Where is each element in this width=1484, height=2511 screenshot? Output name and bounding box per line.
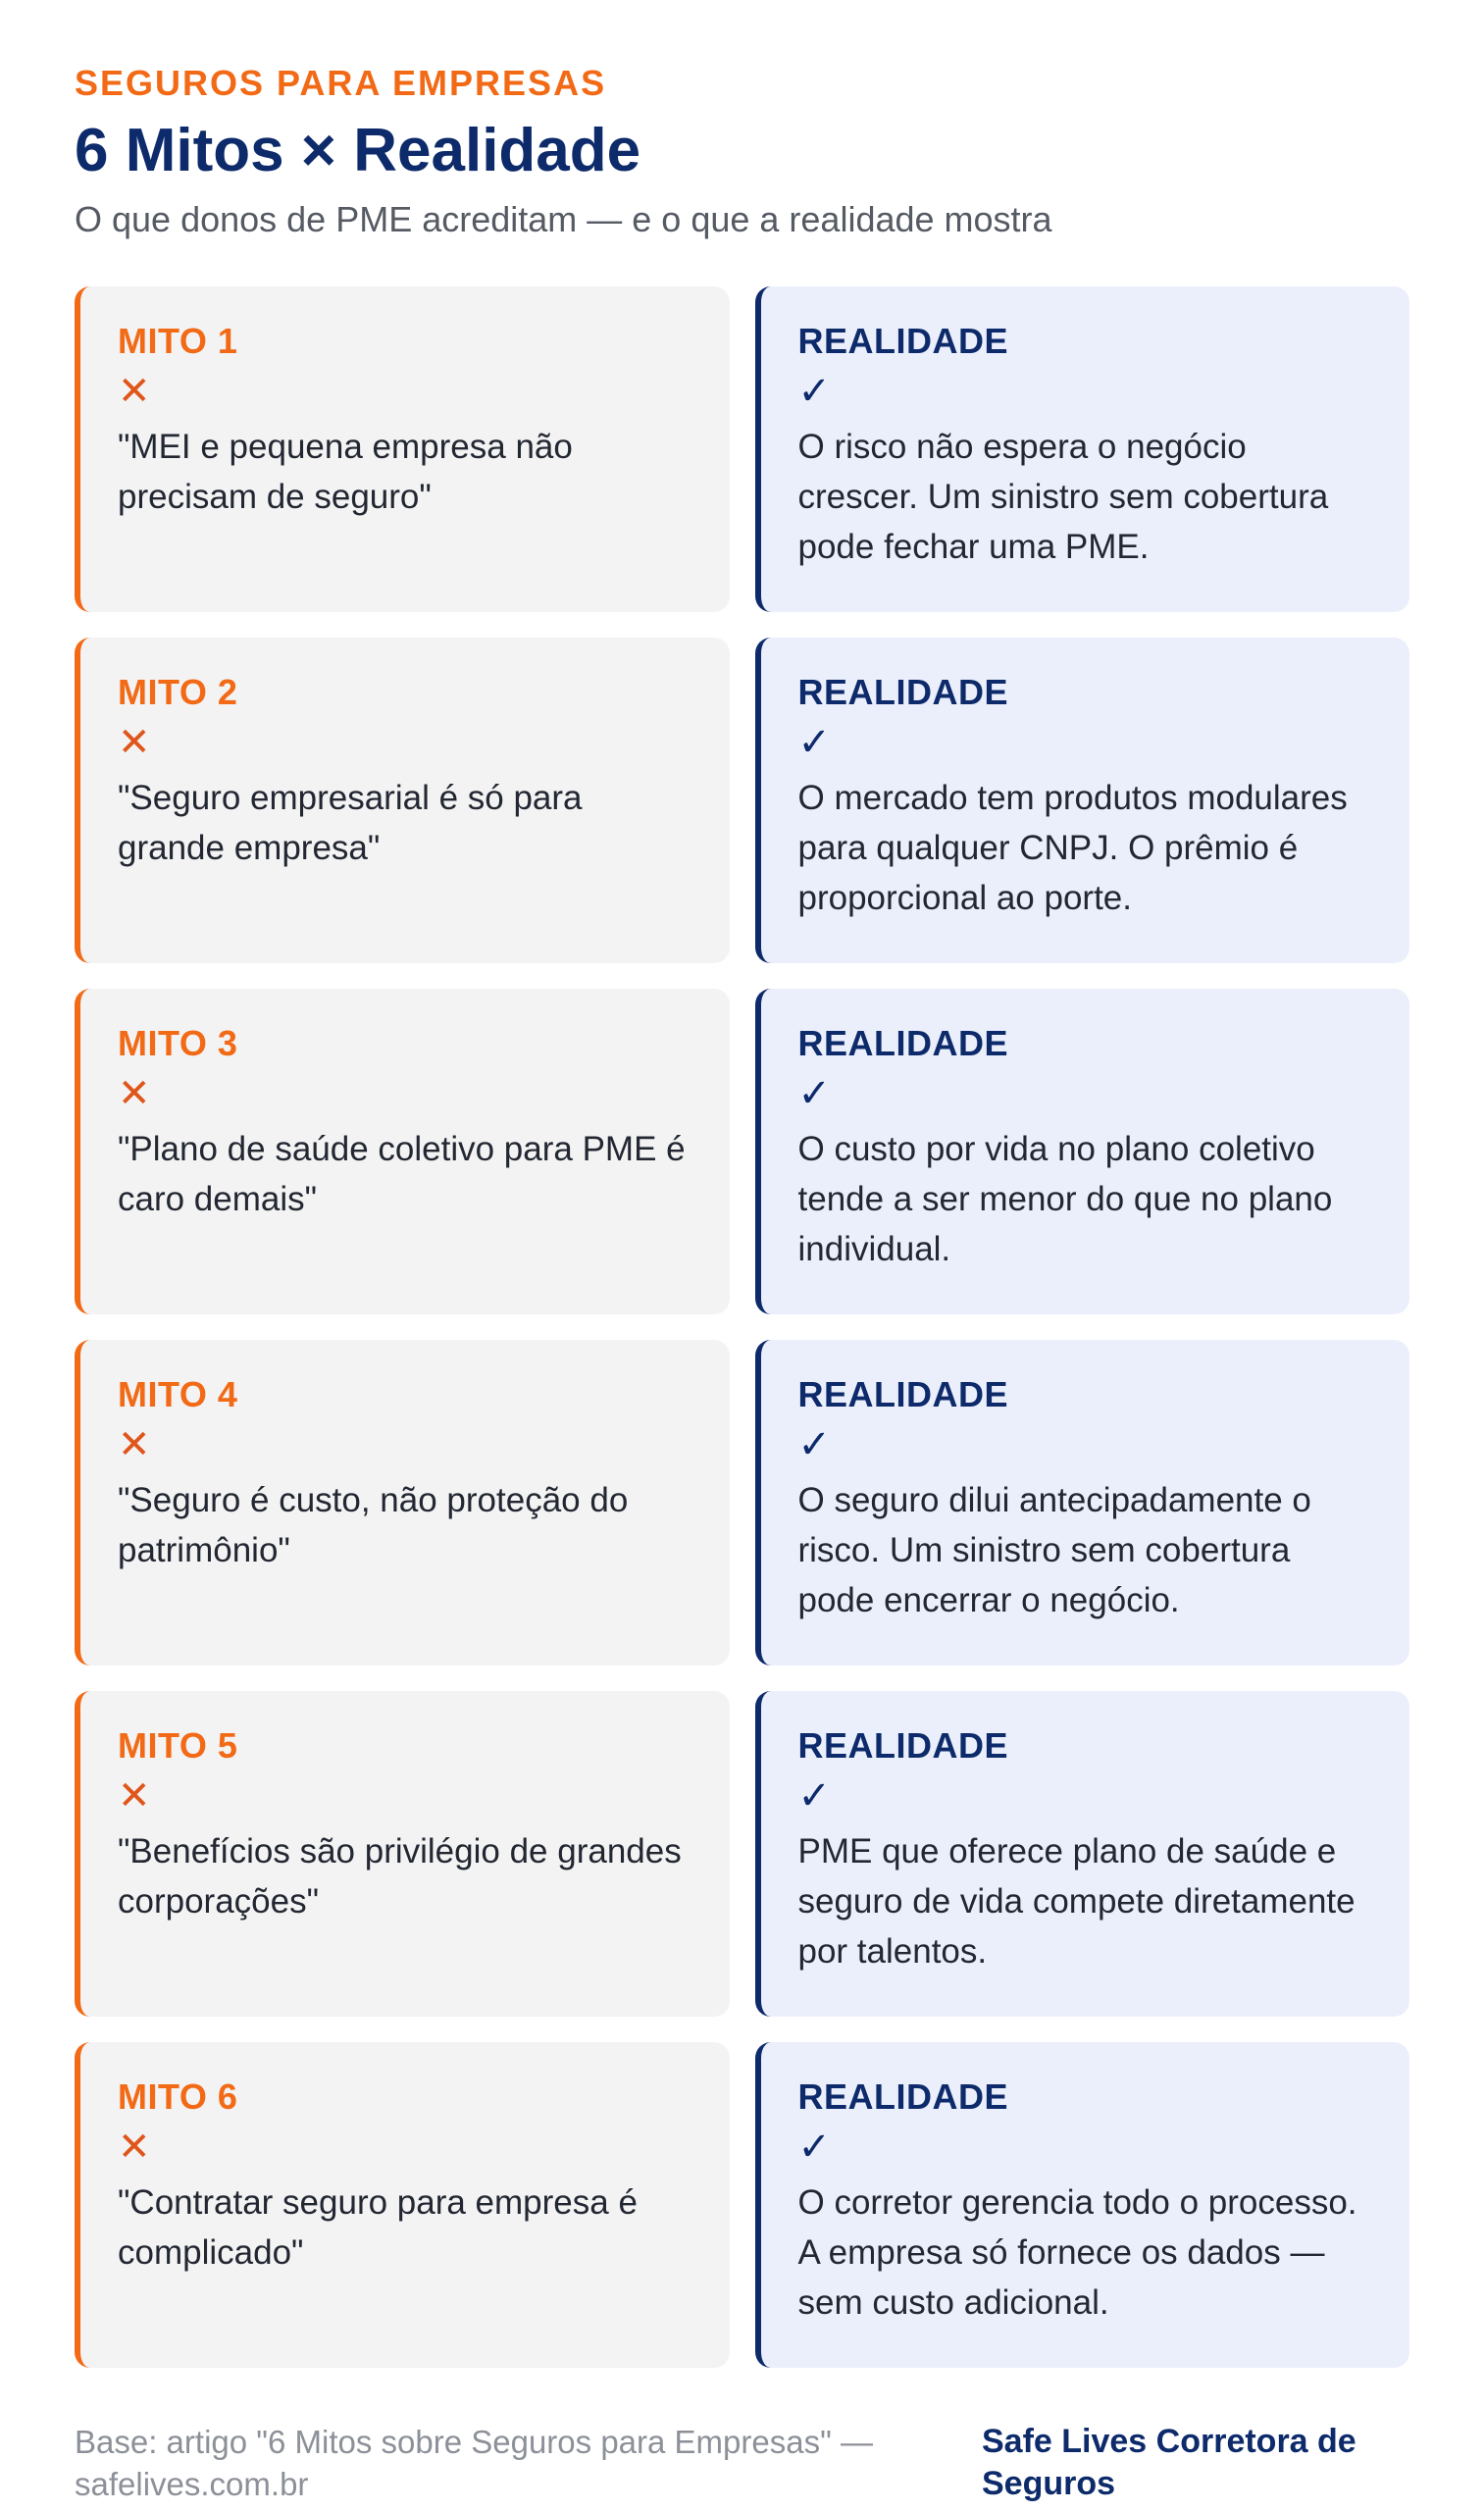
eyebrow-label: SEGUROS PARA EMPRESAS: [75, 63, 607, 103]
checkmark-icon: ✓: [797, 2126, 832, 2169]
myth-reality-row-6: [75, 2042, 1409, 2368]
myth-label: MITO 4: [118, 1374, 238, 1414]
cross-icon: ✕: [118, 1072, 151, 1115]
reality-card-5: [755, 1691, 1410, 2017]
checkmark-icon: ✓: [797, 721, 832, 764]
reality-card-3: [755, 989, 1410, 1314]
myth-label: MITO 6: [118, 2076, 238, 2117]
myth-reality-row-3: [75, 989, 1409, 1314]
reality-label: REALIDADE: [797, 1374, 1009, 1414]
myth-text: "Contratar seguro para empresa é complicado": [118, 2183, 638, 2272]
myth-reality-row-5: [75, 1691, 1409, 2017]
myth-label: MITO 5: [118, 1725, 238, 1766]
checkmark-icon: ✓: [797, 1774, 832, 1818]
reality-label: REALIDADE: [797, 321, 1009, 361]
brand-name: Safe Lives Corretora de Seguros: [982, 2423, 1356, 2502]
myth-label: MITO 3: [118, 1023, 238, 1063]
reality-label: REALIDADE: [797, 1725, 1009, 1766]
myth-text: "Seguro é custo, não proteção do patrimônio": [118, 1481, 629, 1569]
myth-card-3: [75, 989, 730, 1314]
myth-reality-row-1: [75, 286, 1409, 612]
cross-icon: ✕: [118, 1774, 151, 1818]
reality-text: O corretor gerencia todo o processo. A empresa só fornece os dados — sem custo adicional.: [797, 2183, 1357, 2322]
myth-card-4: [75, 1340, 730, 1665]
myth-text: "Benefícios são privilégio de grandes corporações": [118, 1832, 682, 1921]
checkmark-icon: ✓: [797, 1072, 832, 1115]
checkmark-icon: ✓: [797, 1423, 832, 1466]
myth-reality-list: [75, 286, 1409, 2368]
myth-card-1: [75, 286, 730, 612]
page-subtitle: O que donos de PME acreditam — e o que a realidade mostra: [75, 199, 1052, 239]
reality-card-2: [755, 638, 1410, 963]
cross-icon: ✕: [118, 370, 151, 413]
reality-card-6: [755, 2042, 1410, 2368]
footer: [75, 2421, 1409, 2505]
myth-card-5: [75, 1691, 730, 2017]
reality-card-4: [755, 1340, 1410, 1665]
cross-icon: ✕: [118, 721, 151, 764]
source-note: Base: artigo "6 Mitos sobre Seguros para Empresas" — safelives.com.br: [75, 2424, 873, 2502]
cross-icon: ✕: [118, 1423, 151, 1466]
myth-label: MITO 2: [118, 672, 238, 712]
myth-card-6: [75, 2042, 730, 2368]
page-title: 6 Mitos × Realidade: [75, 117, 641, 184]
myth-text: "Seguro empresarial é só para grande empresa": [118, 779, 583, 867]
myth-reality-row-2: [75, 638, 1409, 963]
checkmark-icon: ✓: [797, 370, 832, 413]
reality-text: O custo por vida no plano coletivo tende a ser menor do que no plano individual.: [797, 1130, 1333, 1268]
reality-text: O seguro dilui antecipadamente o risco. Um sinistro sem cobertura pode encerrar o negócio.: [797, 1481, 1311, 1619]
myth-card-2: [75, 638, 730, 963]
reality-label: REALIDADE: [797, 1023, 1009, 1063]
myth-reality-row-4: [75, 1340, 1409, 1665]
cross-icon: ✕: [118, 2126, 151, 2169]
reality-card-1: [755, 286, 1410, 612]
reality-text: O risco não espera o negócio crescer. Um sinistro sem cobertura pode fechar uma PME.: [797, 428, 1329, 566]
myth-text: "MEI e pequena empresa não precisam de seguro": [118, 428, 573, 516]
reality-label: REALIDADE: [797, 2076, 1009, 2117]
myth-label: MITO 1: [118, 321, 238, 361]
myth-text: "Plano de saúde coletivo para PME é caro demais": [118, 1130, 686, 1218]
reality-text: PME que oferece plano de saúde e seguro de vida compete diretamente por talentos.: [797, 1832, 1356, 1971]
reality-text: O mercado tem produtos modulares para qualquer CNPJ. O prêmio é proporcional ao porte.: [797, 779, 1348, 917]
reality-label: REALIDADE: [797, 672, 1009, 712]
